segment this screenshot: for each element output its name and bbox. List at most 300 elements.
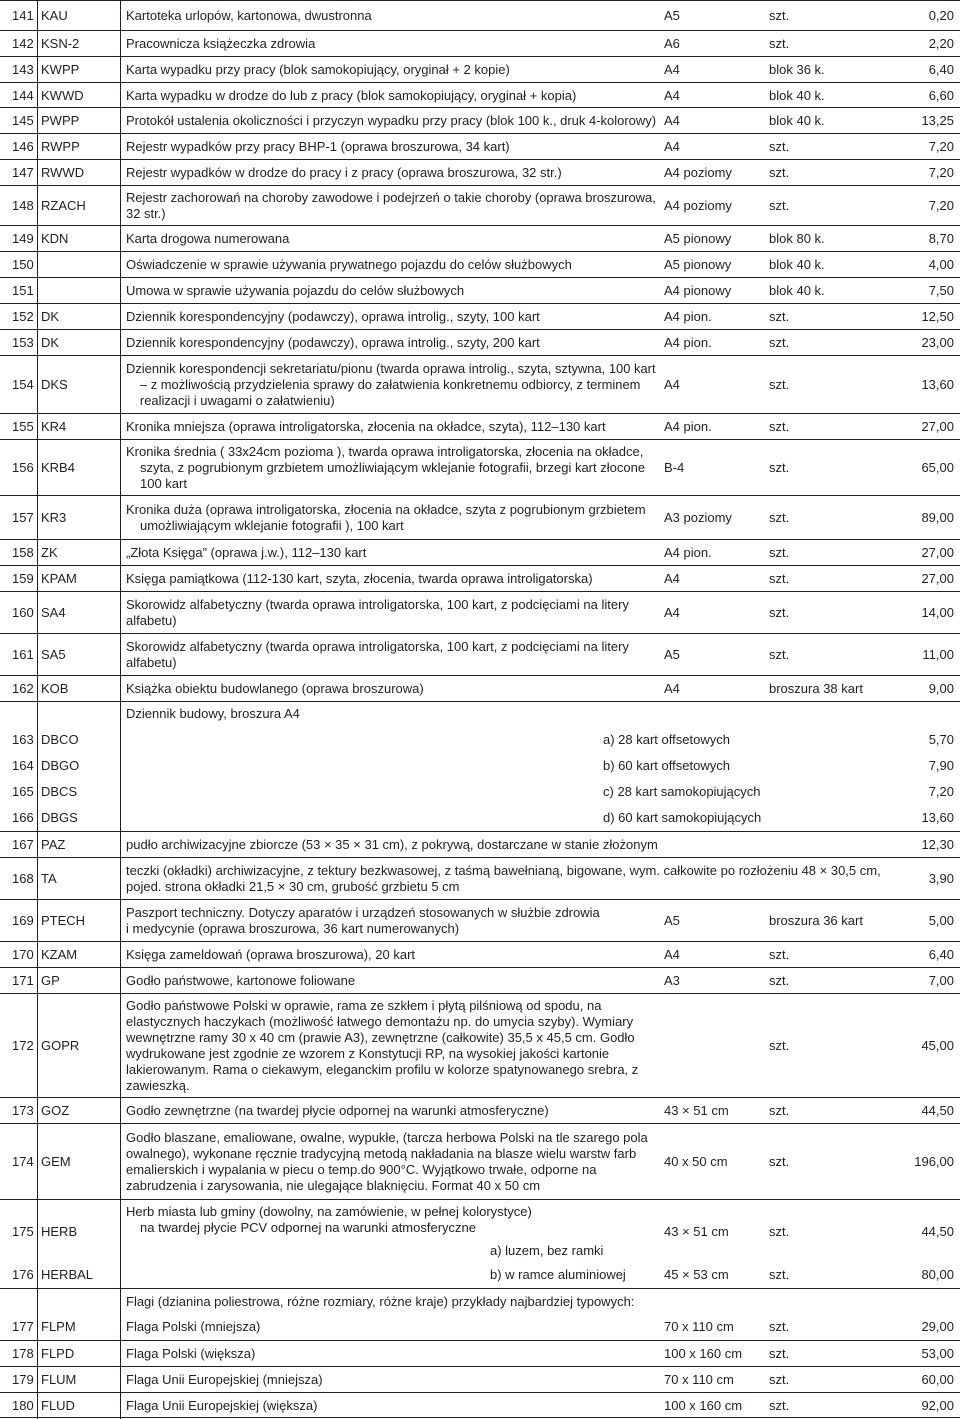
table-row [0, 753, 960, 779]
item-price: 45,00 [921, 1038, 954, 1053]
description-line: Karta wypadku przy pracy (blok samokopiujący, oryginał + 2 kopie) [126, 62, 510, 77]
item-code: HERB [41, 1223, 78, 1239]
table-row [0, 133, 960, 160]
item-variant: b) w ramce aluminiowej [490, 1267, 626, 1282]
item-code: KSN-2 [41, 36, 80, 51]
column-divider [37, 414, 38, 440]
item-code: KWWD [41, 87, 84, 103]
item-format: 100 x 160 cm [664, 1346, 743, 1361]
item-price: 27,00 [921, 545, 954, 560]
table-row [0, 277, 960, 304]
table-row [0, 56, 960, 83]
description-line: pudło archiwizacyjne zbiorcze (53 × 35 × 31 cm), z pokrywą, dostarczane w stanie złożonym [126, 837, 658, 852]
item-description [126, 330, 656, 356]
item-price: 53,00 [921, 1346, 954, 1361]
item-number: 157 [12, 510, 34, 525]
item-unit: szt. [769, 947, 790, 962]
item-code: KZAM [41, 947, 78, 962]
table-row [0, 0, 960, 31]
item-description [126, 676, 656, 702]
item-price: 80,00 [921, 1267, 954, 1282]
item-code: KPAM [41, 571, 77, 586]
column-divider [37, 1200, 38, 1263]
item-unit: szt. [769, 36, 790, 51]
table-row [0, 967, 960, 994]
column-divider [37, 226, 38, 252]
description-line: Karta wypadku w drodze do lub z pracy (blok samokopiujący, oryginał + kopia) [126, 87, 577, 103]
column-divider [37, 1341, 38, 1367]
item-number: 164 [12, 758, 34, 773]
item-number: 141 [12, 8, 34, 23]
item-price: 6,40 [928, 62, 954, 77]
item-code: KR4 [41, 419, 67, 434]
item-description [126, 858, 926, 900]
item-format: A4 [664, 681, 680, 696]
item-price: 13,60 [921, 810, 954, 825]
item-number: 169 [12, 913, 34, 928]
description-line: Herb miasta lub gminy (dowolny, na zamówienie, w pełnej kolorystyce) [126, 1204, 532, 1219]
table-row [0, 225, 960, 252]
item-description [126, 134, 656, 160]
column-divider [37, 566, 38, 592]
description-line: Flaga Unii Europejskiej (mniejsza) [126, 1372, 323, 1387]
column-divider [37, 31, 38, 57]
table-row [0, 159, 960, 186]
item-number: 178 [12, 1346, 34, 1361]
item-format: 45 × 53 cm [664, 1267, 729, 1282]
item-number: 163 [12, 732, 34, 747]
table-row [0, 30, 960, 57]
item-price: 7,20 [928, 165, 954, 180]
item-number: 177 [12, 1319, 34, 1334]
item-unit: szt. [769, 1346, 790, 1361]
item-format: A4 pion. [664, 419, 712, 434]
item-price: 65,00 [921, 460, 954, 475]
table-row [0, 831, 960, 858]
table-row [0, 633, 960, 676]
description-line: alfabetu) [126, 655, 177, 670]
table-row [0, 1097, 960, 1124]
item-code: KDN [41, 231, 69, 246]
item-unit: szt. [769, 419, 790, 434]
item-code [41, 1289, 123, 1315]
description-line: elastycznych haczykach (możliwość łatwego demontażu np. do umycia szyby). Wymiary [126, 1014, 634, 1029]
table-row [0, 539, 960, 566]
item-code: KOB [41, 681, 69, 696]
column-divider [37, 994, 38, 1098]
description-line: Godło zewnętrzne (na twardej płycie odpornej na warunki atmosferyczne) [126, 1103, 549, 1118]
description-line: wewnętrzne ramy 30 x 40 cm (prawie A3), zewnętrzne (całkowite) 35,5 x 45,5 cm. Godło [126, 1030, 635, 1045]
column-divider [37, 1393, 38, 1419]
item-format: A4 [664, 571, 680, 586]
item-format: 40 x 50 cm [664, 1154, 728, 1169]
description-line: Godło państwowe Polski w oprawie, rama ze szkłem i płytą pilśniową od spodu, na [126, 998, 602, 1013]
item-unit: broszura 36 kart [769, 913, 863, 928]
item-number: 168 [12, 871, 34, 886]
item-format: 43 × 51 cm [664, 1223, 729, 1239]
column-divider [37, 634, 38, 676]
item-unit: szt. [769, 8, 790, 23]
item-code: DKS [41, 377, 68, 392]
table-row [0, 1314, 960, 1340]
item-number: 145 [12, 113, 34, 128]
description-line: wydrukowane jest zgodnie ze wzorem z Konstytucji RP, na wysokiej jakości kartonie [126, 1046, 610, 1061]
item-description [126, 252, 656, 278]
item-number [12, 1289, 34, 1315]
item-unit: szt. [769, 1038, 790, 1053]
description-line: Kartoteka urlopów, kartonowa, dwustronna [126, 8, 372, 23]
item-description [126, 226, 656, 252]
item-code: SA5 [41, 647, 66, 662]
item-number: 159 [12, 571, 34, 586]
item-price: 7,20 [928, 784, 954, 799]
item-format: A5 [664, 647, 680, 662]
table-row [0, 993, 960, 1098]
item-format: A4 [664, 113, 680, 128]
item-code: FLUM [41, 1372, 77, 1387]
item-description [126, 108, 656, 134]
item-price: 44,50 [921, 1223, 954, 1239]
item-code: SA4 [41, 605, 66, 620]
item-number: 170 [12, 947, 34, 962]
description-line: emalierskich i wypalania w piecu o temp.do 900°C. Wyjątkowo trwałe, odporne na [126, 1162, 597, 1177]
item-unit: szt. [769, 1372, 790, 1387]
item-code: DBCS [41, 784, 78, 799]
item-description [126, 540, 656, 566]
column-divider [37, 134, 38, 160]
description-line: Karta drogowa numerowana [126, 231, 290, 246]
item-code: PAZ [41, 837, 66, 852]
column-divider [37, 1314, 38, 1340]
item-price: 9,00 [928, 681, 954, 696]
column-divider [37, 252, 38, 278]
item-price: 0,20 [928, 8, 954, 23]
description-line: owalnego), wykonane ręcznie tradycyjną metodą nakładania na blasze wielu warstw farb [126, 1146, 637, 1161]
table-row [0, 1366, 960, 1393]
table-row [0, 701, 960, 728]
item-number: 158 [12, 545, 34, 560]
item-price: 6,60 [928, 87, 954, 103]
description-line: Dziennik budowy, broszura A4 [126, 706, 300, 721]
item-price: 3,90 [928, 871, 954, 886]
item-number: 149 [12, 231, 34, 246]
column-divider [37, 805, 38, 831]
column-divider [37, 1262, 38, 1288]
item-price: 4,00 [928, 257, 954, 272]
item-price: 14,00 [921, 605, 954, 620]
item-price: 12,30 [921, 837, 954, 852]
item-description [126, 356, 656, 414]
item-unit: szt. [769, 309, 790, 324]
item-price: 27,00 [921, 571, 954, 586]
item-unit: szt. [769, 647, 790, 662]
item-unit: szt. [769, 1267, 790, 1282]
table-row [0, 251, 960, 278]
column-divider [37, 540, 38, 566]
item-unit: szt. [769, 335, 790, 350]
description-line: alfabetu) [126, 613, 177, 628]
item-unit: blok 36 k. [769, 62, 825, 77]
item-price: 7,00 [928, 973, 954, 988]
item-description [126, 994, 656, 1098]
item-code: PTECH [41, 913, 86, 928]
item-price: 2,20 [928, 36, 954, 51]
table-row [0, 1199, 960, 1263]
item-number: 162 [12, 681, 34, 696]
item-description [126, 1341, 656, 1367]
table-row [0, 899, 960, 942]
description-line: Księga pamiątkowa (112-130 kart, szyta, złocenia, twarda oprawa introligatorska) [126, 571, 593, 586]
description-line: Kronika średnia ( 33x24cm pozioma ), twarda oprawa introligatorska, złocenia na okładce, [126, 444, 644, 459]
item-number: 161 [12, 647, 34, 662]
item-number: 146 [12, 139, 34, 154]
item-code: DBGO [41, 758, 80, 773]
column-divider [37, 676, 38, 702]
item-number: 153 [12, 335, 34, 350]
description-line: Rejestr wypadków w drodze do pracy i z pracy (oprawa broszurowa, 32 str.) [126, 165, 562, 180]
item-price: 11,00 [922, 647, 954, 662]
column-divider [37, 900, 38, 942]
item-description [126, 186, 656, 226]
item-description [126, 702, 656, 728]
item-number: 174 [12, 1154, 34, 1169]
item-format: A4 poziomy [664, 165, 732, 180]
item-format: A5 [664, 913, 680, 928]
item-description [126, 1124, 656, 1200]
description-line: Książka obiektu budowlanego (oprawa broszurowa) [126, 681, 424, 696]
description-line: Flaga Polski (większa) [126, 1346, 256, 1361]
column-divider [37, 592, 38, 634]
item-description [126, 1393, 656, 1419]
item-description [126, 1098, 656, 1124]
item-format: 100 x 160 cm [664, 1398, 743, 1413]
item-price: 7,90 [928, 758, 954, 773]
item-price: 23,00 [921, 335, 954, 350]
item-price: 8,70 [928, 231, 954, 246]
description-line: szyta, z pogrubionym grzbietem umożliwiającym wklejanie fotografii, brzegi kart złocone [140, 460, 646, 475]
item-unit: broszura 38 kart [769, 681, 863, 696]
item-unit: blok 40 k. [769, 87, 825, 103]
item-number: 151 [12, 283, 34, 298]
item-number: 167 [12, 837, 34, 852]
table-row [0, 857, 960, 900]
item-format: A5 pionowy [664, 257, 732, 272]
item-number: 175 [12, 1223, 34, 1239]
item-number: 156 [12, 460, 34, 475]
column-divider [37, 753, 38, 779]
item-variant: b) 60 kart offsetowych [603, 758, 730, 773]
item-format: A4 pion. [664, 545, 712, 560]
column-divider [37, 57, 38, 83]
item-unit: blok 40 k. [769, 257, 825, 272]
item-number: 143 [12, 62, 34, 77]
item-description [126, 160, 656, 186]
table-row [0, 1340, 960, 1367]
item-code: TA [41, 871, 57, 886]
item-format: A4 pion. [664, 309, 712, 324]
item-format: A4 pionowy [664, 283, 732, 298]
column-divider [37, 779, 38, 805]
description-line: lakierowanym. Rama o ciekawym, eleganckim profilu w kolorze spatynowanego srebra, z [126, 1062, 639, 1077]
description-line: „Złota Księga” (oprawa j.w.), 112–130 kart [126, 545, 367, 560]
table-row [0, 413, 960, 440]
item-code [41, 702, 123, 728]
item-description [126, 634, 656, 676]
item-code: HERBAL [41, 1267, 94, 1282]
item-description [126, 31, 656, 57]
column-divider [37, 330, 38, 356]
item-variant: a) luzem, bez ramki [490, 1243, 604, 1258]
description-line: Skorowidz alfabetyczny (twarda oprawa introligatorska, 100 kart, z podcięciami na litery [126, 639, 629, 654]
column-divider [37, 1, 38, 31]
item-code: GEM [41, 1154, 71, 1169]
item-number: 152 [12, 309, 34, 324]
item-unit: szt. [769, 605, 790, 620]
item-code: FLUD [41, 1398, 75, 1413]
item-price: 5,00 [928, 913, 954, 928]
item-description [126, 278, 656, 304]
item-code: RWPP [41, 139, 80, 154]
description-line: Dziennik korespondencyjny (podawczy), oprawa introlig., szyty, 200 kart [126, 335, 540, 350]
item-price: 44,50 [921, 1103, 954, 1118]
item-code: DBGS [41, 810, 78, 825]
item-unit: szt. [769, 139, 790, 154]
item-price: 27,00 [921, 419, 954, 434]
table-row [0, 727, 960, 753]
item-format: 70 x 110 cm [664, 1319, 734, 1334]
column-divider [37, 186, 38, 226]
item-format: 70 x 110 cm [664, 1372, 734, 1387]
item-number: 179 [12, 1372, 34, 1387]
item-price: 7,20 [928, 139, 954, 154]
item-code: FLPD [41, 1346, 75, 1361]
item-price: 92,00 [921, 1398, 954, 1413]
item-description [126, 1314, 656, 1340]
description-line: Godło państwowe, kartonowe foliowane [126, 973, 356, 988]
item-number: 180 [12, 1398, 34, 1413]
item-code: RWWD [41, 165, 85, 180]
column-divider [37, 160, 38, 186]
item-unit: szt. [769, 510, 790, 525]
column-divider [37, 440, 38, 496]
description-line: pojed. strona okładki 21,5 × 30 cm, grubość grzbietu 5 cm [126, 879, 460, 894]
description-line: Protokół ustalenia okoliczności i przyczyn wypadku przy pracy (blok 100 k., druk 4-kolorowy) [126, 113, 657, 128]
item-unit: szt. [769, 1398, 790, 1413]
item-number: 148 [12, 198, 34, 213]
description-line: Księga zameldowań (oprawa broszurowa), 20 kart [126, 947, 416, 962]
item-description [126, 832, 926, 858]
item-number: 155 [12, 419, 34, 434]
item-format: A3 [664, 973, 680, 988]
item-price: 60,00 [921, 1372, 954, 1387]
table-row [0, 1123, 960, 1200]
description-line: i medycynie (oprawa broszurowa, 36 kart numerowanych) [126, 921, 460, 936]
item-unit: szt. [769, 198, 790, 213]
item-description [126, 440, 656, 496]
item-code [41, 252, 123, 278]
item-number [12, 702, 34, 728]
column-divider [37, 1367, 38, 1393]
item-format: A6 [664, 36, 680, 51]
column-divider [37, 278, 38, 304]
description-line: Pracownicza książeczka zdrowia [126, 36, 316, 51]
item-price: 12,50 [921, 309, 954, 324]
column-divider [37, 496, 38, 540]
item-price: 7,20 [928, 198, 954, 213]
table-row [0, 495, 960, 540]
table-row [0, 941, 960, 968]
description-line: zabrudzenia i zarysowania, nie ulegające blaknięciu. Format 40 x 50 cm [126, 1178, 541, 1193]
item-price: 5,70 [928, 732, 954, 747]
description-line: Kronika mniejsza (oprawa introligatorska, złocenia na okładce, szyta), 112–130 kart [126, 419, 606, 434]
item-price: 13,25 [921, 113, 954, 128]
item-price: 13,60 [921, 377, 954, 392]
item-format: A4 [664, 62, 680, 77]
item-variant: c) 28 kart samokopiujących [603, 784, 761, 799]
item-format: A3 poziomy [664, 510, 732, 525]
description-line: na twardej płycie PCV odpornej na warunki atmosferyczne [140, 1220, 477, 1235]
item-number: 150 [12, 257, 34, 272]
table-row [0, 805, 960, 831]
description-line: umożliwiającym wklejanie fotografii ), 100 kart [140, 518, 404, 533]
table-row [0, 591, 960, 634]
item-number: 166 [12, 810, 34, 825]
column-divider [37, 108, 38, 134]
item-number: 142 [12, 36, 34, 51]
item-description [126, 304, 656, 330]
item-code: KR3 [41, 510, 67, 525]
item-format: A5 [664, 8, 680, 23]
item-format: A4 pion. [664, 335, 712, 350]
item-code [41, 278, 123, 304]
item-code: FLPM [41, 1319, 76, 1334]
table-row [0, 1392, 960, 1419]
table-row [0, 675, 960, 702]
description-line: 100 kart [140, 476, 187, 491]
item-code: KAU [41, 8, 68, 23]
item-unit: blok 80 k. [769, 231, 825, 246]
column-divider [37, 832, 38, 858]
item-description [126, 1289, 926, 1315]
description-line: Skorowidz alfabetyczny (twarda oprawa introligatorska, 100 kart, z podcięciami na litery [126, 597, 629, 612]
item-unit: szt. [769, 377, 790, 392]
item-description [126, 900, 656, 942]
item-format: B-4 [664, 460, 685, 475]
item-code: DK [41, 335, 60, 350]
column-divider [37, 968, 38, 994]
item-description [126, 83, 656, 108]
item-number: 154 [12, 377, 34, 392]
item-unit: szt. [769, 1103, 790, 1118]
item-price: 7,50 [928, 283, 954, 298]
item-code: RZACH [41, 198, 86, 213]
item-description [126, 968, 656, 994]
item-number: 176 [12, 1267, 34, 1282]
item-code: DK [41, 309, 60, 324]
table-row [0, 185, 960, 226]
column-divider [37, 1124, 38, 1200]
item-number: 160 [12, 605, 34, 620]
item-number: 172 [12, 1038, 34, 1053]
description-line: Oświadczenie w sprawie używania prywatnego pojazdu do celów służbowych [126, 257, 572, 272]
item-format: A4 [664, 377, 680, 392]
description-line: Paszport techniczny. Dotyczy aparatów i urządzeń stosowanych w służbie zdrowia [126, 905, 600, 920]
item-description [126, 592, 656, 634]
table-row [0, 565, 960, 592]
item-code: GOPR [41, 1038, 80, 1053]
item-price: 29,00 [921, 1319, 954, 1334]
item-number: 171 [12, 973, 34, 988]
